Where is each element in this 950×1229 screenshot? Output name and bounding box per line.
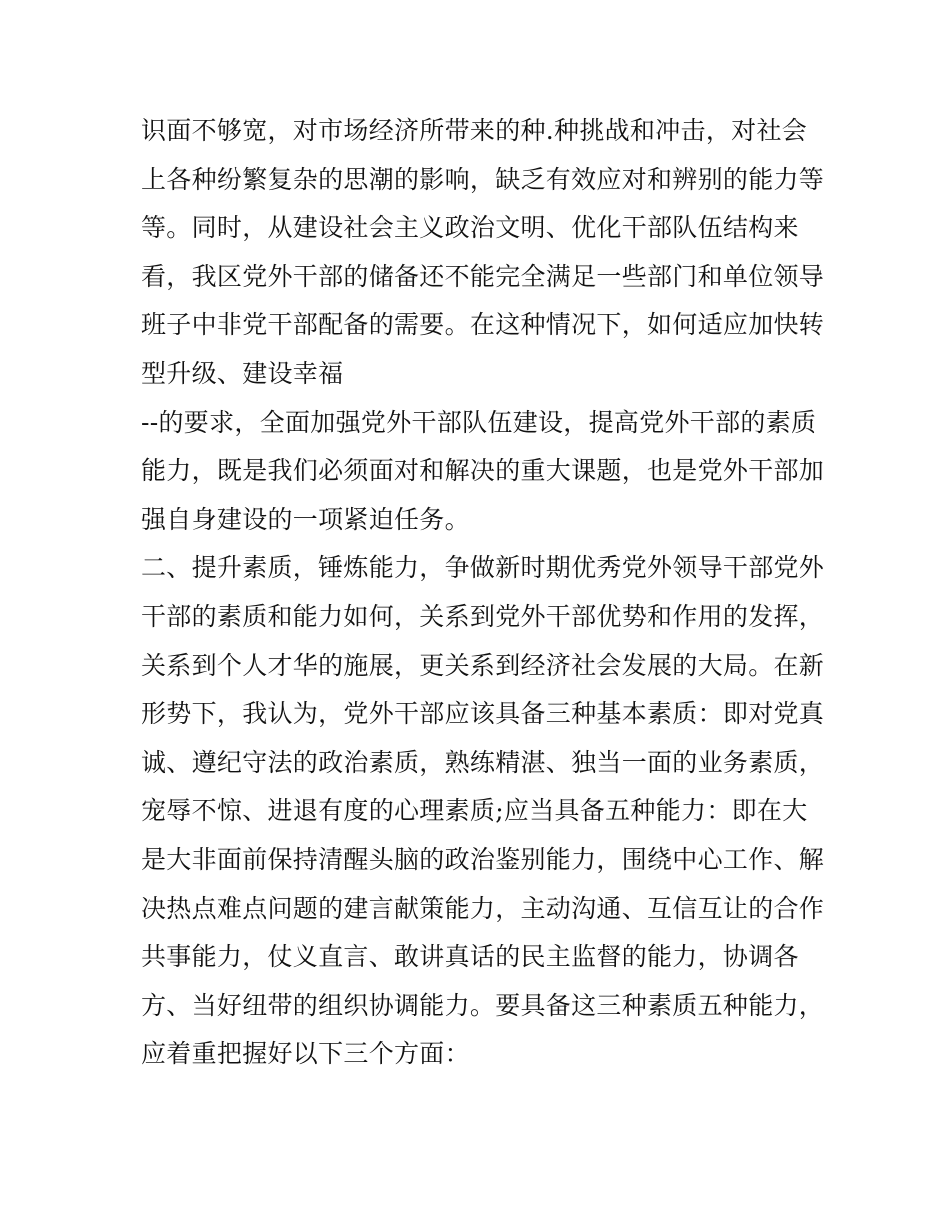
text-line-18: 共事能力，仗义直言、敢讲真话的民主监督的能力，协调各 (141, 942, 799, 972)
text-line-3: 等。同时，从建设社会主义政治文明、优化干部队伍结构来 (141, 213, 799, 243)
text-line-5: 班子中非党干部配备的需要。在这种情况下，如何适应加快转 (141, 310, 825, 340)
text-line-16: 是大非面前保持清醒头脑的政治鉴别能力，围绕中心工作、解 (141, 844, 825, 874)
text-line-20: 应着重把握好以下三个方面： (141, 1039, 470, 1069)
text-line-12: 关系到个人才华的施展，更关系到经济社会发展的大局。在新 (141, 650, 825, 680)
text-line-11: 干部的素质和能力如何，关系到党外干部优势和作用的发挥， (141, 601, 825, 631)
text-line-1: 识面不够宽，对市场经济所带来的种.种挑战和冲击，对社会 (141, 116, 808, 145)
body-text (141, 107, 825, 1079)
text-line-6: 型升级、建设幸福 (141, 358, 344, 388)
text-line-2: 上各种纷繁复杂的思潮的影响，缺乏有效应对和辨别的能力等 (141, 164, 825, 194)
text-line-14: 诚、遵纪守法的政治素质，熟练精湛、独当一面的业务素质， (141, 747, 825, 777)
text-line-19: 方、当好纽带的组织协调能力。要具备这三种素质五种能力， (141, 990, 825, 1020)
text-line-8: 能力，既是我们必须面对和解决的重大课题，也是党外干部加 (141, 456, 825, 486)
text-line-4: 看，我区党外干部的储备还不能完全满足一些部门和单位领导 (141, 261, 825, 291)
text-line-13: 形势下，我认为，党外干部应该具备三种基本素质：即对党真 (141, 699, 825, 729)
text-line-9: 强自身建设的一项紧迫任务。 (141, 504, 470, 534)
section-heading-2: 二、提升素质，锤炼能力，争做新时期优秀党外领导干部党外 (141, 553, 825, 583)
text-line-17: 决热点难点问题的建言献策能力，主动沟通、互信互让的合作 (141, 893, 825, 923)
text-line-7: --的要求，全面加强党外干部队伍建设，提高党外干部的素质 (141, 407, 817, 437)
text-line-15: 宠辱不惊、进退有度的心理素质;应当具备五种能力：即在大 (141, 796, 808, 826)
